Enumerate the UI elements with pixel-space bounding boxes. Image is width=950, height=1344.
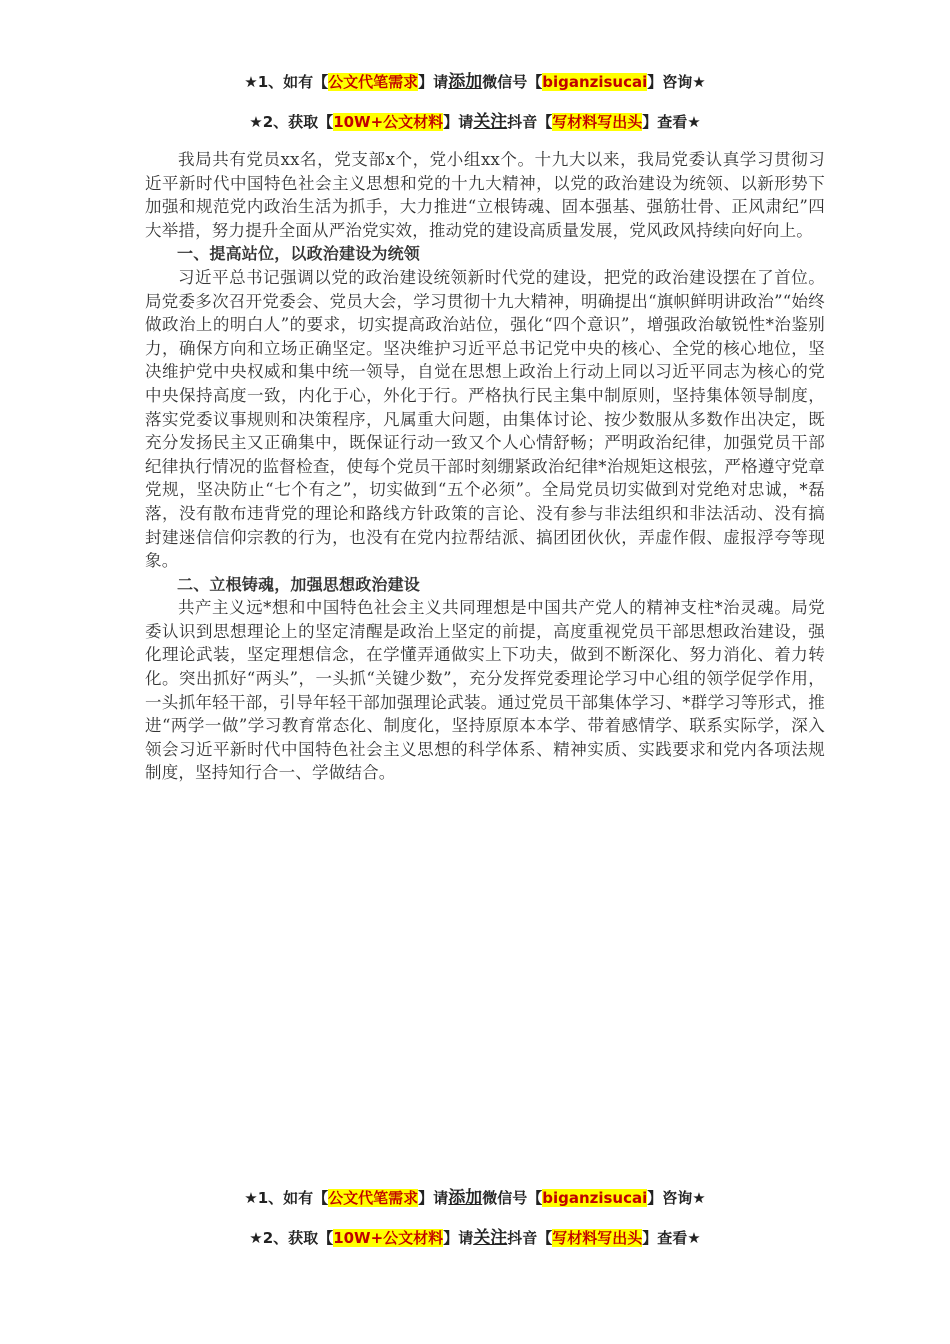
banner-underlined: 添加 (448, 72, 483, 92)
banner-text: 】请 (443, 1229, 474, 1247)
banner-text: 】请 (418, 73, 449, 91)
banner-text: 】咨询★ (647, 73, 706, 91)
section-2-paragraph: 共产主义远*想和中国特色社会主义共同理想是中国共产党人的精神支柱*治灵魂。局党委认识到思想理论上的坚定清醒是政治上坚定的前提，高度重视党员干部思想政治建设，强化理论武装，坚定理想信念，在学懂弄通做实上下功夫，做到不断深化、努力消化、着力转化。突出抓好“两头”，一头抓“关键少数”，充分发挥党委理论学习中心组的领学促学作用，一头抓年轻干部，引导年轻干部加强理论武装。通过党员干部集体学习、*群学习等形式，推进“两学一做”学习教育常态化、制度化，坚持原原本本学、带着感情学、联系实际学，深入领会习近平新时代中国特色社会主义思想的科学体系、精神实质、实践要求和党内各项法规制度，坚持知行合一、学做结合。 (145, 598, 825, 783)
banner-text: 】查看★ (642, 113, 701, 131)
banner-highlight: 公文代笔需求 (328, 1189, 419, 1207)
banner-text: 】咨询★ (647, 1189, 706, 1207)
bottom-banner-line-2 (0, 1227, 950, 1249)
banner-highlight-douyin: 写材料写出头 (552, 1229, 643, 1247)
banner-text: 】查看★ (642, 1229, 701, 1247)
banner-text: ★1、如有【 (244, 73, 329, 91)
banner-text: 抖音【 (507, 1229, 553, 1247)
banner-underlined: 添加 (448, 1188, 483, 1208)
banner-underlined: 关注 (473, 112, 508, 132)
banner-highlight: 10W+公文材料 (333, 1229, 444, 1247)
intro-paragraph: 我局共有党员xx名，党支部x个，党小组xx个。十九大以来，我局党委认真学习贯彻习近平新时代中国特色社会主义思想和党的十九大精神，以党的政治建设为统领、以新形势下加强和规范党内政治生活为抓手，大力推进“立根铸魂、固本强基、强筋壮骨、正风肃纪”四大举措，努力提升全面从严治党实效，推动党的建设高质量发展，党风政风持续向好向上。 (145, 150, 825, 240)
banner-text: 】请 (418, 1189, 449, 1207)
section-heading-1: 一、提高站位，以政治建设为统领 (177, 244, 421, 264)
banner-highlight: 10W+公文材料 (333, 113, 444, 131)
bottom-banner-line-1 (0, 1187, 950, 1209)
banner-text: ★1、如有【 (244, 1189, 329, 1207)
document-body (145, 148, 825, 785)
section-heading-2: 二、立根铸魂，加强思想政治建设 (177, 574, 421, 594)
banner-highlight-wechat-id: biganzisucai (542, 1189, 648, 1207)
banner-highlight-douyin: 写材料写出头 (552, 113, 643, 131)
top-banner-line-1 (0, 71, 950, 93)
banner-highlight: 公文代笔需求 (328, 73, 419, 91)
banner-text: 微信号【 (482, 73, 543, 91)
banner-text: 】请 (443, 113, 474, 131)
banner-text: ★2、获取【 (249, 113, 334, 131)
banner-text: 抖音【 (507, 113, 553, 131)
banner-text: ★2、获取【 (249, 1229, 334, 1247)
top-banner-line-2 (0, 111, 950, 133)
banner-text: 微信号【 (482, 1189, 543, 1207)
banner-highlight-wechat-id: biganzisucai (542, 73, 648, 91)
banner-underlined: 关注 (473, 1228, 508, 1248)
section-1-paragraph: 习近平总书记强调以党的政治建设统领新时代党的建设，把党的政治建设摆在了首位。局党委多次召开党委会、党员大会，学习贯彻十九大精神，明确提出“旗帜鲜明讲政治”“始终做政治上的明白人”的要求，切实提高政治站位，强化“四个意识”，增强政治敏锐性*治鉴别力，确保方向和立场正确坚定。坚决维护习近平总书记党中央的核心、全党的核心地位，坚决维护党中央权威和集中统一领导，自觉在思想上政治上行动上同以习近平同志为核心的党中央保持高度一致，内化于心，外化于行。严格执行民主集中制原则，坚持集体领导制度，落实党委议事规则和决策程序，凡属重大问题，由集体讨论、按少数服从多数作出决定，既充分发扬民主又正确集中，既保证行动一致又个人心情舒畅；严明政治纪律，加强党员干部纪律执行情况的监督检查，使每个党员干部时刻绷紧政治纪律*治规矩这根弦，严格遵守党章党规，坚决防止“七个有之”，切实做到“五个必须”。全局党员切实做到对党绝对忠诚，*磊落，没有散布违背党的理论和路线方针政策的言论、没有参与非法组织和非法活动、没有搞封建迷信信仰宗教的行为，也没有在党内拉帮结派、搞团团伙伙，弄虚作假、虚报浮夸等现象。 (145, 267, 825, 571)
